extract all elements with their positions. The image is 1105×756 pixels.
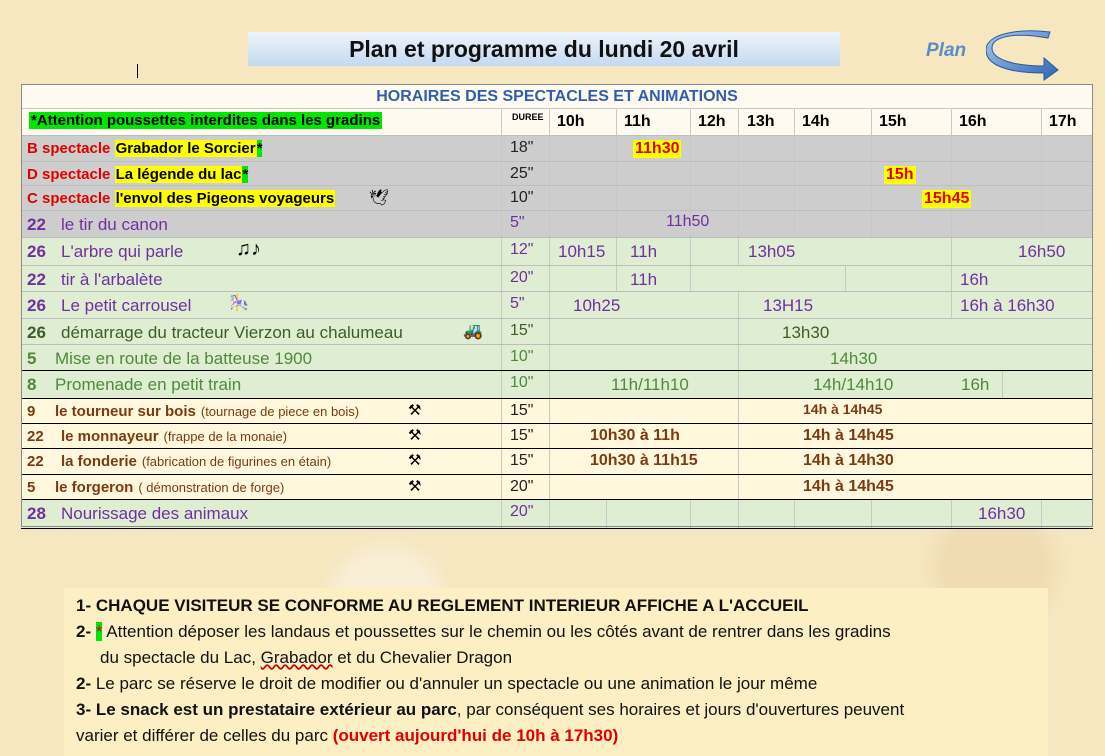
row-title: L'arbre qui parle	[61, 242, 184, 261]
music-notes-icon: ♫♪	[236, 238, 261, 260]
hour-header: 15h	[879, 113, 907, 130]
carousel-icon: 🎠	[229, 295, 249, 312]
row-number: 9	[27, 403, 36, 420]
time-slot: 15h	[886, 166, 914, 183]
row-title: le tourneur sur bois	[55, 403, 196, 420]
row-number: 26	[27, 323, 46, 342]
pigeon-icon: 🕊	[369, 190, 390, 207]
time-slot: 11h50	[666, 213, 710, 230]
time-slot: 14h30	[830, 349, 878, 368]
time-slot: 10h30 à 11h15	[590, 452, 698, 469]
table-row	[21, 448, 1093, 475]
hour-header: 12h	[698, 113, 726, 130]
row-title: Mise en route de la batteuse 1900	[55, 349, 313, 368]
time-slot: 10h30 à 11h	[590, 427, 680, 444]
duration-cell: 12"	[510, 241, 534, 258]
time-slot: 16h	[961, 375, 990, 394]
tractor-icon: 🚜	[463, 323, 483, 340]
table-row	[21, 318, 1093, 346]
notes-panel	[64, 588, 1048, 756]
duree-header: DUREE	[512, 112, 544, 122]
row-number: 22	[27, 453, 44, 470]
duration-cell: 15"	[510, 427, 534, 444]
row-number: 28	[27, 504, 46, 523]
time-slot: 14h à 14h45	[803, 478, 894, 495]
row-detail: (fabrication de figurines en étain)	[141, 454, 332, 469]
note-1: 1- CHAQUE VISITEUR SE CONFORME AU REGLEMENT INTERIEUR AFFICHE A L'ACCUEIL	[76, 596, 809, 615]
warning-label: *Attention poussettes interdites dans les gradins	[31, 112, 381, 129]
row-title: tir à l'arbalète	[61, 270, 163, 289]
time-slot: 14h à 14h45	[803, 401, 883, 417]
note-2: 2- * Attention déposer les landaus et poussettes sur le chemin ou les côtés avant de rentrer dans les gradins	[76, 622, 891, 641]
cell-divider	[21, 475, 739, 500]
time-slot: 13H15	[763, 296, 814, 315]
table-row	[21, 185, 1093, 212]
duration-cell: 15"	[510, 452, 534, 469]
row-title: le tir du canon	[61, 215, 168, 234]
cell-divider	[21, 136, 1042, 162]
table-row	[21, 370, 1093, 398]
duration-cell: 10"	[510, 189, 534, 206]
row-detail: ( démonstration de forge)	[138, 480, 285, 495]
spectacle-title: l'envol des Pigeons voyageurs	[115, 190, 335, 207]
plan-link[interactable]: Plan	[926, 40, 967, 61]
craftsman-icon: ⚒	[408, 478, 422, 495]
duration-cell: 20"	[510, 269, 534, 286]
row-detail: (tournage de piece en bois)	[200, 404, 360, 419]
spectacle-title: Grabador le Sorcier	[115, 140, 256, 157]
table-row	[21, 210, 1093, 238]
cell-divider	[21, 319, 739, 346]
time-slot: 11h/11h10	[611, 375, 689, 394]
star-marker: *	[242, 166, 249, 183]
row-number: 5	[27, 479, 36, 496]
time-slot: 16h	[960, 270, 989, 289]
row-number: 22	[27, 215, 46, 234]
row-title: la fonderie	[61, 453, 137, 470]
cell-divider	[21, 211, 1042, 238]
hour-header: 11h	[624, 113, 651, 130]
table-heading: HORAIRES DES SPECTACLES ET ANIMATIONS	[376, 88, 738, 105]
text-cursor	[137, 64, 138, 78]
plan-arrow-icon[interactable]	[986, 30, 1062, 82]
row-title: le forgeron	[55, 479, 134, 496]
note-2-continued: du spectacle du Lac, Grabador et du Chevalier Dragon	[100, 648, 513, 667]
hours-row	[21, 108, 1093, 136]
table-row	[21, 237, 1093, 266]
table-row	[21, 291, 1093, 319]
row-number: 5	[27, 349, 37, 368]
craftsman-icon: ⚒	[408, 427, 422, 444]
note-4: 3- Le snack est un prestataire extérieur au parc, par conséquent ses horaires et jours d'ouvertures peuvent	[76, 700, 905, 719]
duration-cell: 10"	[510, 348, 534, 365]
row-number: 26	[27, 296, 46, 315]
table-row	[21, 344, 1093, 371]
heading-row	[21, 84, 1093, 109]
time-slot: 16h30	[978, 504, 1026, 523]
time-slot: 16h à 16h30	[960, 296, 1055, 315]
spectacle-letter: D spectacle	[27, 166, 111, 183]
time-slot: 14h à 14h30	[803, 452, 894, 469]
duration-cell: 25"	[510, 165, 534, 182]
time-slot: 10h25	[573, 296, 621, 315]
duration-cell: 5"	[510, 295, 525, 312]
star-marker: *	[256, 140, 263, 157]
duration-cell: 5"	[510, 214, 525, 231]
note-3: 2- Le parc se réserve le droit de modifier ou d'annuler un spectacle ou une animation le jour même	[76, 674, 818, 693]
time-slot: 13h05	[748, 242, 796, 261]
time-slot: 15h45	[924, 190, 970, 207]
row-number: 22	[27, 428, 44, 445]
table-row	[21, 474, 1093, 500]
schedule-table	[21, 84, 1093, 527]
duration-cell: 18"	[510, 139, 534, 156]
hour-divider	[21, 109, 1042, 136]
time-slot: 10h15	[558, 242, 606, 261]
page-title: Plan et programme du lundi 20 avril	[248, 32, 840, 66]
time-slot: 13h30	[782, 323, 830, 342]
row-title: démarrage du tracteur Vierzon au chalumeau	[61, 323, 403, 342]
duration-cell: 20"	[510, 503, 534, 520]
time-slot: 14h à 14h45	[803, 427, 894, 444]
spectacle-title: La légende du lac	[115, 166, 242, 183]
hour-header: 17h	[1049, 113, 1077, 130]
spectacle-letter: B spectacle	[27, 140, 111, 157]
table-row	[21, 423, 1093, 449]
time-slot: 11h30	[635, 140, 680, 157]
table-row	[21, 265, 1093, 293]
craftsman-icon: ⚒	[408, 452, 422, 469]
note-4-continued: varier et différer de celles du parc (ouvert aujourd'hui de 10h à 17h30)	[76, 726, 619, 745]
hour-header: 16h	[959, 113, 987, 130]
craftsman-icon: ⚒	[408, 402, 422, 419]
row-detail: (frappe de la monaie)	[163, 429, 288, 444]
time-slot: 16h50	[1018, 242, 1066, 261]
row-number: 22	[27, 270, 46, 289]
row-number: 26	[27, 242, 46, 261]
row-title: le monnayeur	[61, 428, 159, 445]
duration-cell: 15"	[510, 322, 534, 339]
time-slot: 11h	[630, 270, 658, 289]
row-title: Promenade en petit train	[55, 375, 242, 394]
hour-header: 10h	[557, 113, 585, 130]
row-title: Le petit carrousel	[61, 296, 192, 315]
spectacle-letter: C spectacle	[27, 190, 111, 207]
cell-divider	[21, 238, 952, 266]
note-2-star: *	[95, 622, 103, 641]
cell-divider	[21, 266, 952, 293]
row-number: 8	[27, 375, 37, 394]
duration-cell: 15"	[510, 402, 534, 419]
duration-cell: 20"	[510, 478, 534, 495]
table-row	[21, 135, 1093, 162]
table-row	[21, 499, 1093, 529]
time-slot: 11h	[630, 242, 658, 261]
cell-divider	[21, 500, 1042, 528]
hour-header: 14h	[802, 113, 830, 130]
time-slot: 14h/14h10	[813, 375, 894, 394]
hour-header: 13h	[747, 113, 775, 130]
cell-divider	[21, 345, 739, 371]
table-row	[21, 161, 1093, 186]
duration-cell: 10"	[510, 374, 534, 391]
cell-divider	[21, 399, 739, 424]
table-row	[21, 398, 1093, 424]
cell-divider	[21, 186, 1042, 212]
row-title: Nourissage des animaux	[61, 504, 249, 523]
